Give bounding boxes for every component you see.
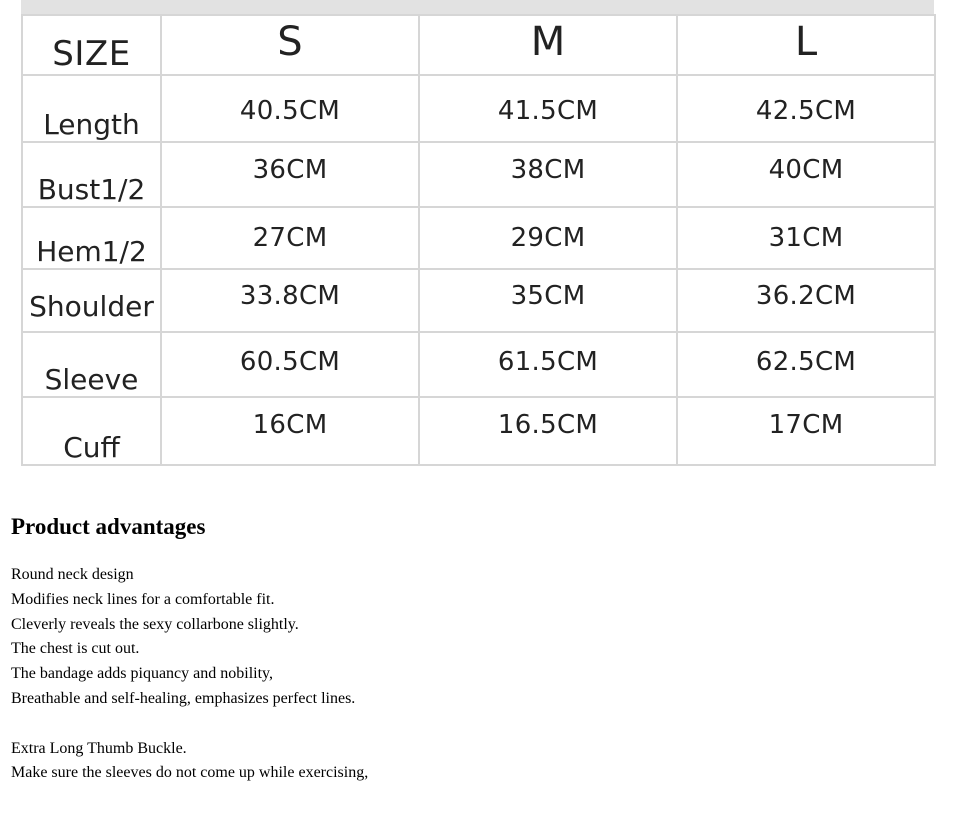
table-row — [22, 397, 935, 465]
table-cell: 17CM — [677, 397, 935, 465]
size-header-s: S — [161, 15, 419, 75]
advantage-line: The chest is cut out. — [11, 640, 140, 658]
row-label: Hem1/2 — [22, 207, 161, 269]
table-cell: 35CM — [419, 269, 677, 332]
table-cell: 27CM — [161, 207, 419, 269]
size-chart-top-strip — [21, 0, 934, 14]
advantage-line: Breathable and self-healing, emphasizes perfect lines. — [11, 689, 356, 707]
table-row — [22, 332, 935, 397]
table-cell: 40CM — [677, 142, 935, 207]
row-label: Sleeve — [22, 332, 161, 397]
table-cell: 38CM — [419, 142, 677, 207]
table-cell: 42.5CM — [677, 75, 935, 142]
row-label: Length — [22, 75, 161, 142]
advantage-line: Cleverly reveals the sexy collarbone slightly. — [11, 615, 299, 633]
table-row — [22, 75, 935, 142]
table-cell: 62.5CM — [677, 332, 935, 397]
table-cell: 61.5CM — [419, 332, 677, 397]
advantage-line: Make sure the sleeves do not come up while exercising, — [11, 764, 369, 782]
size-header-m: M — [419, 15, 677, 75]
table-cell: 41.5CM — [419, 75, 677, 142]
size-chart-image — [21, 0, 934, 466]
row-label: Bust1/2 — [22, 142, 161, 207]
table-row — [22, 142, 935, 207]
size-table — [21, 14, 936, 466]
size-header-label: SIZE — [22, 15, 161, 75]
row-label: Cuff — [22, 397, 161, 465]
table-cell: 16CM — [161, 397, 419, 465]
table-row — [22, 269, 935, 332]
advantage-spacer — [11, 712, 368, 737]
advantages-list — [11, 563, 368, 786]
advantage-line: Extra Long Thumb Buckle. — [11, 739, 187, 757]
advantages-heading: Product advantages — [11, 514, 206, 539]
table-cell: 29CM — [419, 207, 677, 269]
advantage-line: The bandage adds piquancy and nobility, — [11, 665, 273, 683]
table-cell: 40.5CM — [161, 75, 419, 142]
table-cell: 36CM — [161, 142, 419, 207]
advantage-line: Modifies neck lines for a comfortable fit. — [11, 590, 275, 608]
table-cell: 16.5CM — [419, 397, 677, 465]
advantage-line: Round neck design — [11, 566, 134, 583]
table-cell: 36.2CM — [677, 269, 935, 332]
table-row — [22, 207, 935, 269]
table-cell: 60.5CM — [161, 332, 419, 397]
size-header-l: L — [677, 15, 935, 75]
size-header-row — [22, 15, 935, 75]
table-cell: 33.8CM — [161, 269, 419, 332]
table-cell: 31CM — [677, 207, 935, 269]
row-label: Shoulder — [22, 269, 161, 332]
